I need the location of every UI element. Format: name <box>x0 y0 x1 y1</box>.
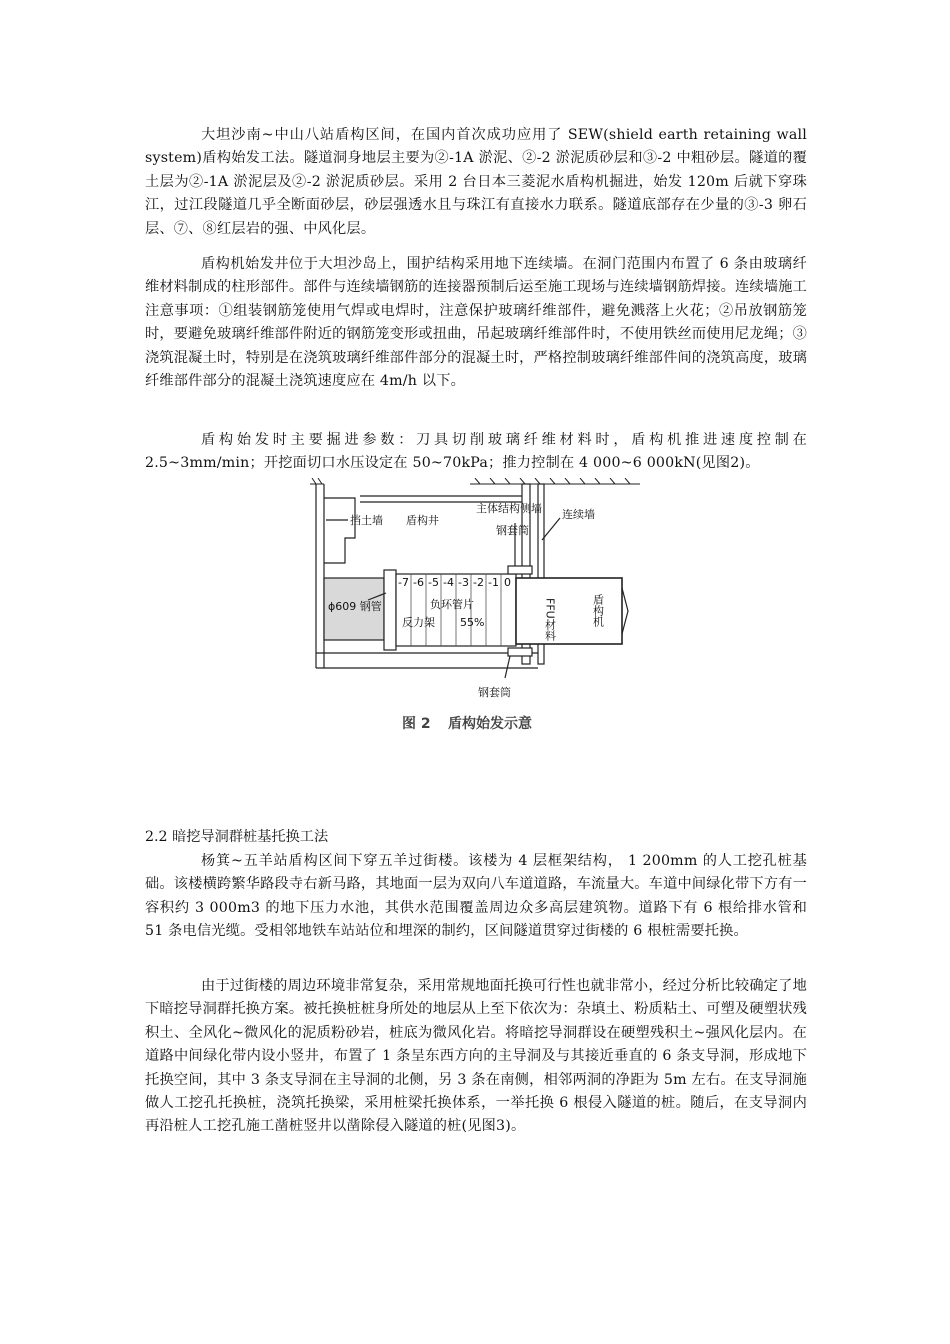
label-percent: 55% <box>460 616 485 629</box>
paragraph-underpinning-context: 杨箕~五羊站盾构区间下穿五羊过街楼。该楼为 4 层框架结构， 1 200mm 的人工挖孔桩基础。该楼横跨繁华路段寺右新马路，其地面一层为双向八车道道路，车流量大。车道中间绿化带下方有一容积约 3 000m3 的地下压力水池，其供水范围覆盖周边众多高层建筑物。道路下有 6 根给排水管和 51 条电信光缆。受相邻地铁车站站位和埋深的制约，区间隧道贯穿过街楼的 6 根桩需要托换。 <box>145 853 807 940</box>
paragraph-launch-parameters: 盾构始发时主要掘进参数：刀具切削玻璃纤维材料时，盾构机推进速度控制在 2.5~3mm/min；开挖面切口水压设定在 50~70kPa；推力控制在 4 000~6 000kN(见图2)。 <box>145 432 807 472</box>
ring-number: -6 <box>413 576 424 589</box>
shield-machine-body <box>516 578 622 644</box>
label-main-side-wall: 主体结构侧墙 <box>476 502 542 515</box>
ring-number: 0 <box>504 576 511 589</box>
paragraph-launch-shaft: 盾构机始发井位于大坦沙岛上，围护结构采用地下连续墙。在洞门范围内布置了 6 条由玻璃纤维材料制成的柱形部件。部件与连续墙钢筋的连接器预制后运至施工现场与连续墙钢筋焊接。连续墙施工注意事项：①组装钢筋笼使用气焊或电焊时，注意保护玻璃纤维部件，避免溅落上火花；②吊放钢筋笼时，要避免玻璃纤维部件附近的钢筋笼变形或扭曲，吊起玻璃纤维部件时，不使用铁丝而使用尼龙绳；③浇筑混凝土时，特别是在浇筑玻璃纤维部件部分的混凝土时，严格控制玻璃纤维部件间的浇筑高度，玻璃纤维部件部分的混凝土浇筑速度应在 4m/h 以下。 <box>145 256 807 390</box>
shield-cutter-head <box>622 588 628 634</box>
label-steel-sleeve-top: 钢套筒 <box>496 524 529 537</box>
label-shield-machine: 盾构机 <box>591 594 605 627</box>
figure-caption-number: 图 2 <box>402 716 431 732</box>
section-heading: 2.2 暗挖导洞群桩基托换工法 <box>145 829 329 845</box>
leader-steel-sleeve-bottom <box>505 656 510 678</box>
label-steel-sleeve-bottom: 钢套筒 <box>478 686 511 699</box>
label-ffu-material: FFU材料 <box>543 598 557 641</box>
ring-number: -5 <box>428 576 439 589</box>
label-negative-rings: 负环管片 <box>430 598 474 611</box>
ring-number: -4 <box>443 576 454 589</box>
label-retaining-wall: 挡土墙 <box>350 514 383 527</box>
ring-number: -1 <box>488 576 499 589</box>
label-steel-pipe: ϕ609 钢管 <box>328 600 382 613</box>
ring-number: -2 <box>473 576 484 589</box>
steel-sleeve-bottom-shape <box>508 648 532 656</box>
leader-diaphragm-wall <box>542 518 560 540</box>
label-shield-well: 盾构井 <box>406 514 439 527</box>
label-diaphragm-wall: 连续墙 <box>562 508 595 521</box>
figure-caption-text: 盾构始发示意 <box>448 716 532 732</box>
ring-number: -3 <box>458 576 469 589</box>
retaining-wall-block <box>324 498 355 563</box>
label-reaction-frame: 反力架 <box>402 616 435 629</box>
shield-launch-figure <box>310 478 640 738</box>
ground-hatching <box>310 478 640 484</box>
steel-sleeve-top-shape <box>508 566 532 574</box>
reaction-frame-shape <box>384 570 396 650</box>
paragraph-sew-method: 大坦沙南~中山八站盾构区间，在国内首次成功应用了 SEW(shield earth retaining wall system)盾构始发工法。隧道洞身地层主要为②-1A 淤泥、②-2 淤泥质砂层和③-2 中粗砂层。隧道的覆土层为②-1A 淤泥层及②-2 淤泥质砂层。采用 2 台日本三菱泥水盾构机掘进，始发 120m 后就下穿珠江，过江段隧道几乎全断面砂层，砂层强透水且与珠江有直接水力联系。隧道底部存在少量的③-3 卵石层、⑦、⑧红层岩的强、中风化层。 <box>145 127 807 237</box>
paragraph-underpinning-method: 由于过街楼的周边环境非常复杂，采用常规地面托换可行性也就非常小，经过分析比较确定了地下暗挖导洞群托换方案。被托换桩桩身所处的地层从上至下依次为：杂填土、粉质粘土、可塑及硬塑状残积土、全风化~微风化的泥质粉砂岩，桩底为微风化岩。将暗挖导洞群设在硬塑残积土~强风化层内。在道路中间绿化带内设小竖井，布置了 1 条呈东西方向的主导洞及与其接近垂直的 6 条支导洞，形成地下托换空间，其中 3 条支导洞在主导洞的北侧，另 3 条在南侧，相邻两洞的净距为 5m 左右。在支导洞施做人工挖孔托换桩，浇筑托换梁，采用桩梁托换体系，一举托换 6 根侵入隧道的桩。随后，在支导洞内再沿桩人工挖孔施工凿桩竖井以凿除侵入隧道的桩(见图3)。 <box>145 978 807 1135</box>
ring-number: -7 <box>398 576 409 589</box>
